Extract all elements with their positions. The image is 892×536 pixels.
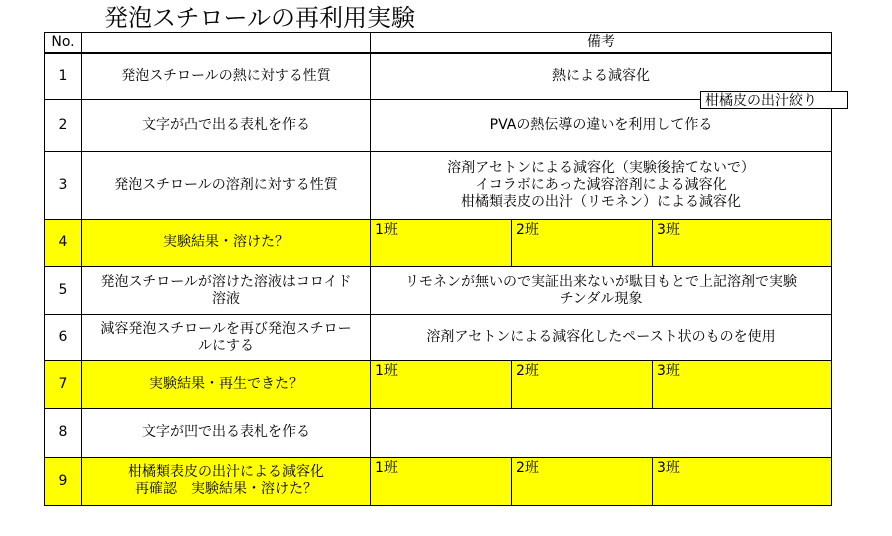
group-cell-1[interactable]: 1班 [371,360,512,408]
table-row [45,409,832,457]
group-cell-2[interactable]: 2班 [512,360,653,408]
notes-cell[interactable]: PVAの熱伝導の違いを利用して作る [371,99,832,151]
group-cell-3[interactable]: 3班 [653,219,832,266]
group-cell-1[interactable]: 1班 [371,219,512,266]
notes-line: チンダル現象 [559,290,643,307]
topic-line: 再確認 実験結果・溶けた？ [135,481,317,498]
group-cell-3[interactable]: 3班 [653,360,832,408]
sheet-title: 発泡スチロールの再利用実験 [104,4,416,32]
topic-cell[interactable] [82,457,371,505]
topic-cell[interactable]: 実験結果・溶けた？ [82,219,371,266]
table-row-result [45,219,832,266]
row-number-cell[interactable]: 9 [45,457,82,505]
topic-cell[interactable]: 文字が凸で出る表札を作る [82,99,371,151]
row-number-cell[interactable]: 3 [45,151,82,219]
topic-line: 柑橘類表皮の出汁による減容化 [128,464,324,481]
header-no-cell[interactable]: No. [45,33,82,53]
header-notes-cell[interactable]: 備考 [371,33,832,53]
row-number-cell[interactable]: 6 [45,315,82,360]
table-row-result [45,360,832,408]
table-header-row [45,33,832,53]
topic-line: 発泡スチロールが溶けた溶液はコロイド [100,273,352,290]
row-number-cell[interactable]: 1 [45,53,82,99]
notes-line: 溶剤アセトンによる減容化（実験後捨てないで） [447,159,755,176]
notes-cell[interactable] [371,266,832,314]
topic-cell[interactable]: 文字が凹で出る表札を作る [82,409,371,457]
row-number-cell[interactable]: 8 [45,409,82,457]
notes-line: 柑橘類表皮の出汁（リモネン）による減容化 [461,193,741,210]
topic-line: ルにする [198,337,254,354]
notes-line: イコラボにあった減容溶剤による減容化 [475,176,727,193]
topic-line: 減容発泡スチロールを再び発泡スチロー [100,320,352,337]
topic-cell[interactable]: 発泡スチロールの熱に対する性質 [82,53,371,99]
floating-text-box[interactable]: 柑橘皮の出汁絞り [700,91,848,109]
group-cell-3[interactable]: 3班 [653,457,832,505]
topic-cell[interactable]: 発泡スチロールの溶剤に対する性質 [82,151,371,219]
table-row [45,315,832,360]
notes-cell[interactable]: 溶剤アセトンによる減容化したペースト状のものを使用 [371,315,832,360]
row-number-cell[interactable]: 5 [45,266,82,314]
table-row [45,266,832,314]
group-cell-2[interactable]: 2班 [512,457,653,505]
topic-cell[interactable]: 実験結果・再生できた？ [82,360,371,408]
topic-cell[interactable] [82,266,371,314]
notes-cell-empty[interactable] [371,409,832,457]
group-cell-1[interactable]: 1班 [371,457,512,505]
header-topic-cell[interactable] [82,33,371,53]
table-row-result [45,457,832,505]
notes-cell[interactable]: 熱による減容化 [371,53,832,99]
group-cell-2[interactable]: 2班 [512,219,653,266]
topic-cell[interactable] [82,315,371,360]
row-number-cell[interactable]: 4 [45,219,82,266]
table-row [45,151,832,219]
row-number-cell[interactable]: 2 [45,99,82,151]
topic-line: 溶液 [212,290,240,307]
notes-cell[interactable] [371,151,832,219]
notes-line: リモネンが無いので実証出来ないが駄目もとで上記溶剤で実験 [405,273,797,290]
row-number-cell[interactable]: 7 [45,360,82,408]
